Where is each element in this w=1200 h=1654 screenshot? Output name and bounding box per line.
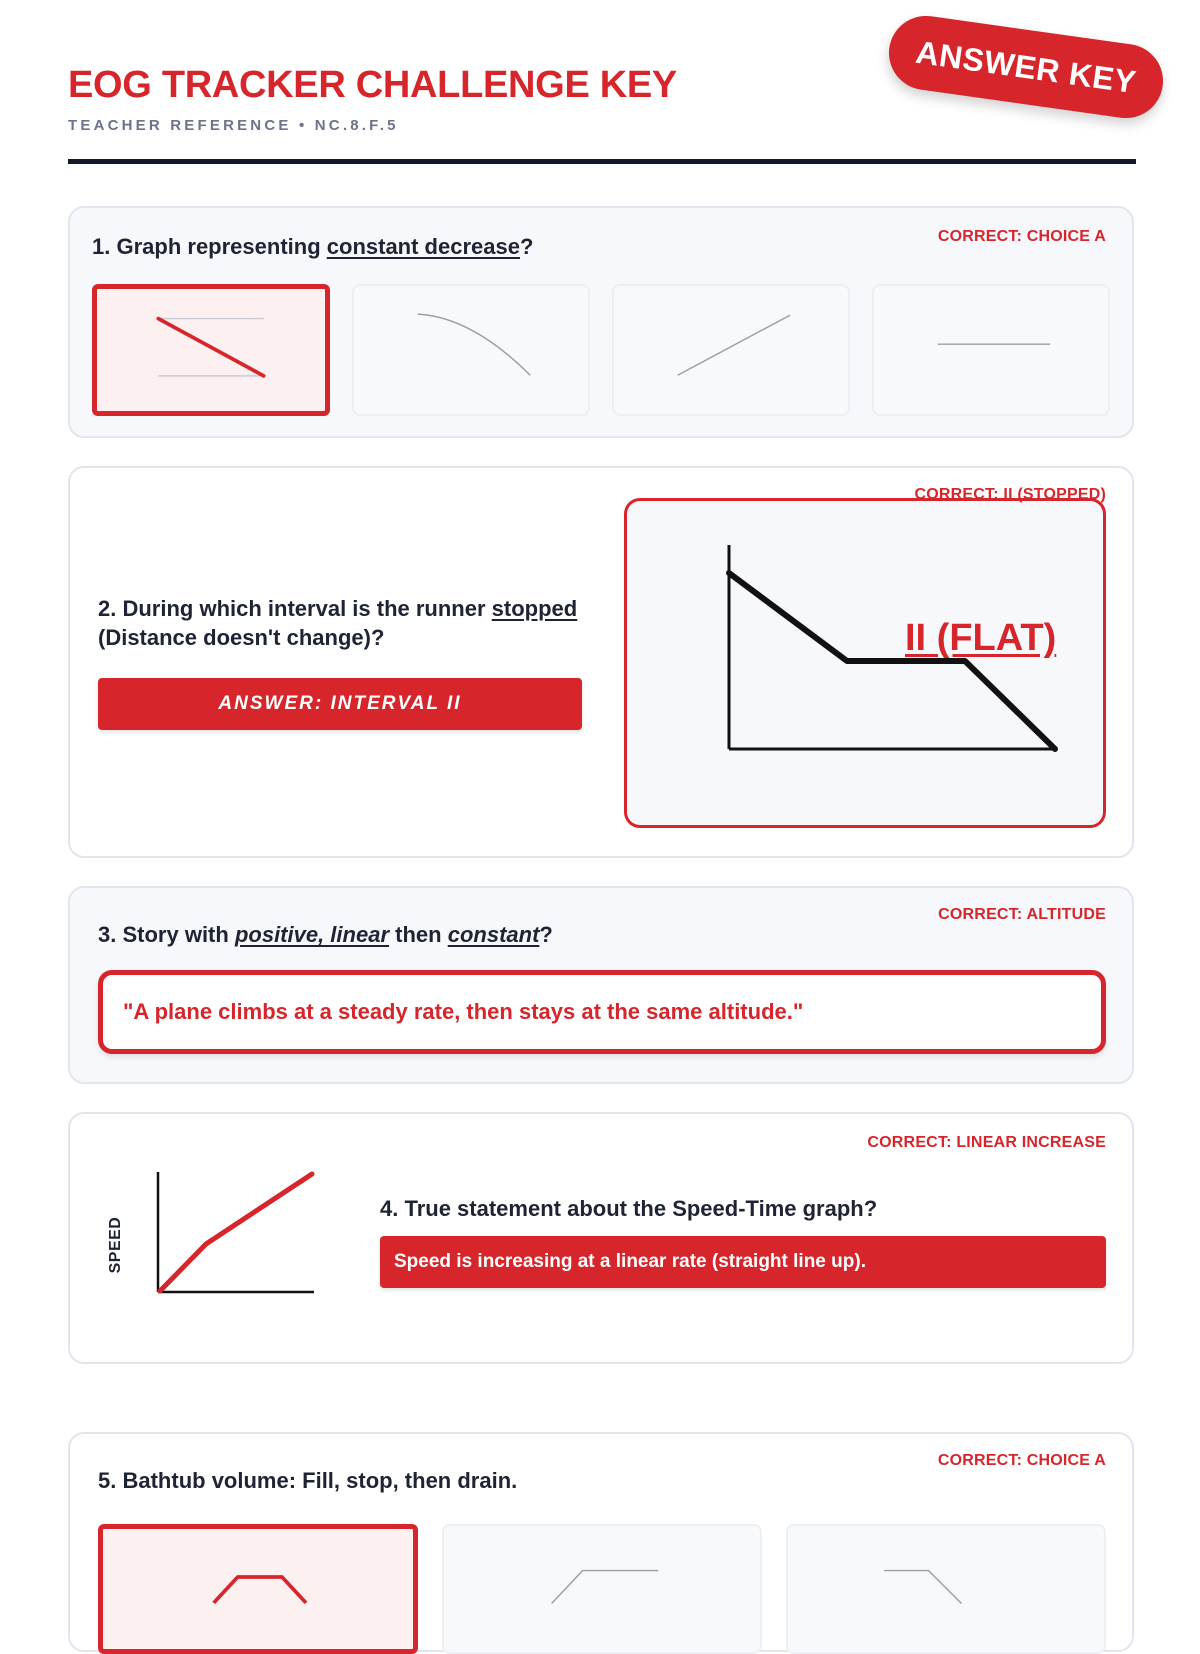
question-card-2 (68, 466, 1134, 858)
question-card-3 (68, 886, 1134, 1084)
linear-increase-graph-icon (614, 286, 848, 414)
correct-label: CORRECT: ALTITUDE (938, 906, 1106, 923)
option-c-linear-increase[interactable] (612, 284, 850, 416)
story-answer-box: "A plane climbs at a steady rate, then stays at the same altitude." (98, 970, 1106, 1054)
linear-decrease-graph-icon (97, 289, 325, 411)
header-divider (68, 159, 1136, 164)
page-subtitle: TEACHER REFERENCE • NC.8.F.5 (68, 117, 399, 134)
option-a-fill-stop-drain[interactable] (98, 1524, 418, 1654)
question-card-5 (68, 1432, 1134, 1652)
rise-then-flat-graph-icon (444, 1526, 760, 1652)
distance-time-graph (624, 498, 1106, 828)
flat-interval-label: II (FLAT) (905, 617, 1057, 659)
question-text: 4. True statement about the Speed-Time graph? (380, 1196, 878, 1221)
runner-distance-graph (627, 501, 1103, 825)
option-b-curved-decrease[interactable] (352, 284, 590, 416)
page-title: EOG TRACKER CHALLENGE KEY (68, 64, 677, 106)
speed-axis-label: SPEED (107, 1216, 124, 1274)
flat-then-drop-graph-icon (788, 1526, 1104, 1652)
constant-graph-icon (874, 286, 1108, 414)
correct-label: CORRECT: II (STOPPED) (914, 486, 1106, 503)
correct-label: CORRECT: LINEAR INCREASE (867, 1134, 1106, 1151)
answer-banner: ANSWER: INTERVAL II (98, 678, 582, 730)
answer-key-stamp: ANSWER KEY (884, 11, 1168, 123)
question-text: 2. During which interval is the runner stopped (Distance doesn't change)? (98, 596, 578, 650)
question-text: 1. Graph representing constant decrease? (92, 234, 534, 259)
question-card-1 (68, 206, 1134, 438)
true-statement-banner: Speed is increasing at a linear rate (straight line up). (380, 1236, 1106, 1288)
speed-time-graph (144, 1164, 324, 1304)
correct-label: CORRECT: CHOICE A (937, 1452, 1106, 1469)
fill-stop-drain-graph-icon (103, 1529, 413, 1649)
question-card-4 (68, 1112, 1134, 1364)
option-b-rise-then-flat[interactable] (442, 1524, 762, 1654)
curved-decrease-graph-icon (354, 286, 588, 414)
correct-label: CORRECT: CHOICE A (937, 228, 1106, 245)
question-text: 3. Story with positive, linear then constant? (98, 922, 553, 947)
question-text: 5. Bathtub volume: Fill, stop, then drain. (98, 1468, 518, 1493)
option-c-flat-then-drop[interactable] (786, 1524, 1106, 1654)
option-d-constant[interactable] (872, 284, 1110, 416)
option-a-linear-decrease[interactable] (92, 284, 330, 416)
